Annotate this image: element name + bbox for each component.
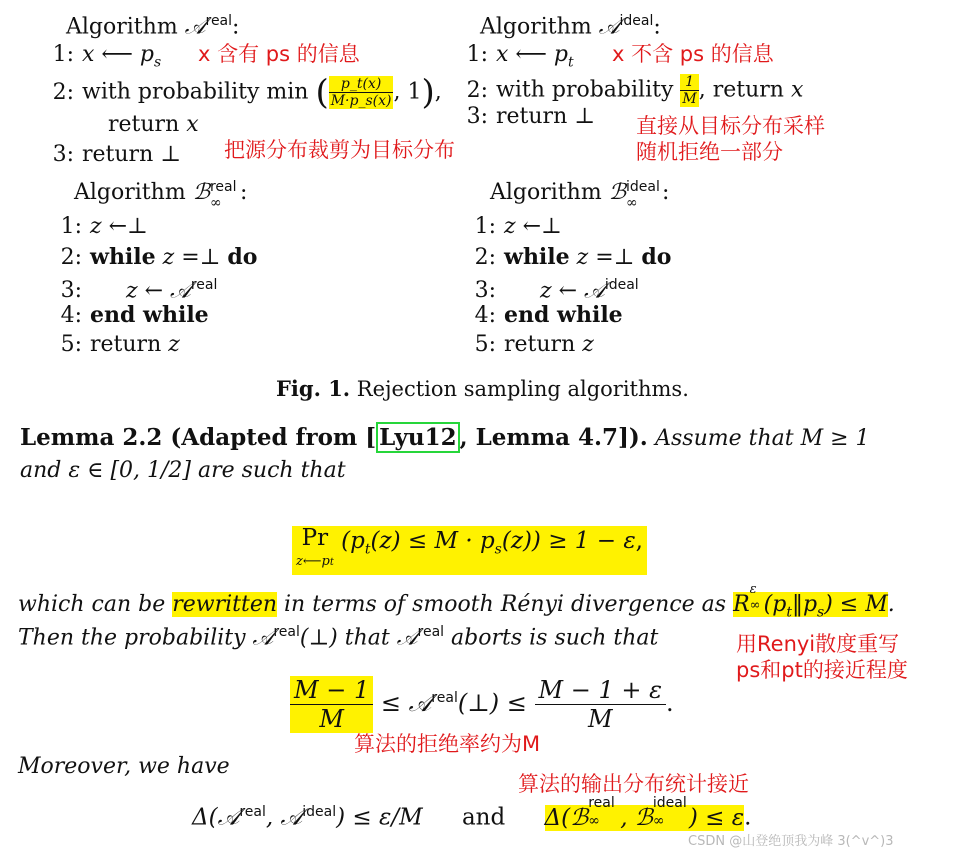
alg-b-ideal-title: Algorithm ℬ ideal ∞ :	[490, 179, 670, 211]
alg-a-real-line3: 3: return ⊥	[52, 142, 181, 167]
watermark-text: CSDN @山登绝顶我为峰 3(^v^)3	[688, 834, 894, 849]
annotation-reject-rate: 算法的拒绝率约为M	[354, 732, 541, 756]
statistical-distance-line: Δ(𝒜$^{real}$, 𝒜$^{ideal}$) ≤ ε/M and Δ(ℬ real ∞ , ℬ ideal ∞ ) ≤ ε.	[192, 794, 752, 831]
distance-b-expression: Δ(ℬ real ∞ , ℬ ideal ∞ ) ≤ ε	[544, 794, 745, 831]
annotation-renyi-2: ps和pt的接近程度	[736, 658, 908, 682]
probability-equation: Pr z⟵pt $(p_t(z) \le M \cdot p_s(z)) \ge 1 - \varepsilon$,	[292, 526, 647, 575]
annotation-a-ideal-sample: 直接从目标分布采样	[636, 114, 825, 138]
accept-probability-fraction: $\frac{1}{M}$	[682, 74, 697, 107]
alg-b-ideal-line2: 2: while z =⊥ do	[474, 244, 672, 270]
abort-probability-inequality: $\frac{M - 1}{M}$ ≤ 𝒜$^{real}$(⊥) ≤ $\frac{M - 1 + \varepsilon}{M}$ .	[290, 676, 674, 733]
alg-a-ideal-title: Algorithm 𝒜$^{ideal}$:	[480, 13, 661, 40]
citation-link[interactable]: Lyu12	[376, 422, 459, 453]
alg-b-ideal-line3: 3: z ← 𝒜$^{ideal}$	[474, 277, 639, 304]
alg-a-real-line2: 2: with probability min ( $\frac{p\_t(x)}{M\cdot p\_s(x)}$ , 1),	[52, 72, 442, 113]
alg-a-real-line1: 1: x ⟵ $p_s$	[52, 42, 162, 71]
lower-bound-fraction: $\frac{M - 1}{M}$	[290, 676, 373, 733]
alg-a-ideal-line2: 2: with probability $\frac{1}{M}$ , return x	[466, 74, 804, 107]
alg-b-ideal-line5: 5: return z	[474, 332, 594, 357]
annotation-a-real-clip: 把源分布裁剪为目标分布	[224, 138, 455, 162]
annotation-a-ideal-reject: 随机拒绝一部分	[636, 140, 783, 164]
annotation-output-dist: 算法的输出分布统计接近	[518, 772, 749, 796]
annotation-renyi-1: 用Renyi散度重写	[736, 632, 900, 656]
alg-a-real-title: Algorithm 𝒜$^{real}$:	[66, 13, 240, 40]
alg-b-real-title: Algorithm ℬ real ∞ :	[74, 179, 248, 211]
alg-b-real-line3: 3: z ← 𝒜$^{real}$	[60, 277, 218, 304]
alg-b-real-line1: 1: z ←⊥	[60, 214, 148, 239]
annotation-a-real-info: x 含有 ps 的信息	[198, 42, 360, 66]
alg-b-real-line4: 4: end while	[60, 302, 209, 328]
annotation-a-ideal-info: x 不含 ps 的信息	[612, 42, 774, 66]
acceptance-ratio-fraction: $\frac{p\_t(x)}{M\cdot p\_s(x)}$	[330, 76, 392, 109]
lemma-moreover: Moreover, we have	[18, 754, 230, 779]
renyi-divergence-expression: R ε ∞ $(p_t‖p_s) \le M$	[733, 582, 888, 621]
alg-a-ideal-line1: 1: x ⟵ $p_t$	[466, 42, 574, 71]
alg-b-ideal-line4: 4: end while	[474, 302, 623, 328]
lemma-sentence-renyi: which can be rewritten in terms of smooth Rényi divergence as R ε ∞ $(p_t‖p_s) \le M$.	[18, 582, 895, 621]
lemma-sentence-abort: Then the probability 𝒜$^{real}$(⊥) that 𝒜$^{real}$ aborts is such that	[18, 624, 659, 651]
alg-b-real-line5: 5: return z	[60, 332, 180, 357]
alg-b-real-line2: 2: while z =⊥ do	[60, 244, 258, 270]
alg-a-ideal-line3: 3: return ⊥	[466, 104, 595, 129]
lemma-heading: Lemma 2.2 (Adapted from [ Lyu12 , Lemma 4.7]). Assume that M ≥ 1	[20, 424, 870, 451]
alg-a-real-line2b: return x	[108, 112, 199, 137]
figure-caption: Fig. 1. Rejection sampling algorithms.	[276, 376, 689, 401]
alg-b-ideal-line1: 1: z ←⊥	[474, 214, 562, 239]
lemma-text-line2: and ε ∈ [0, 1/2] are such that	[20, 458, 346, 483]
